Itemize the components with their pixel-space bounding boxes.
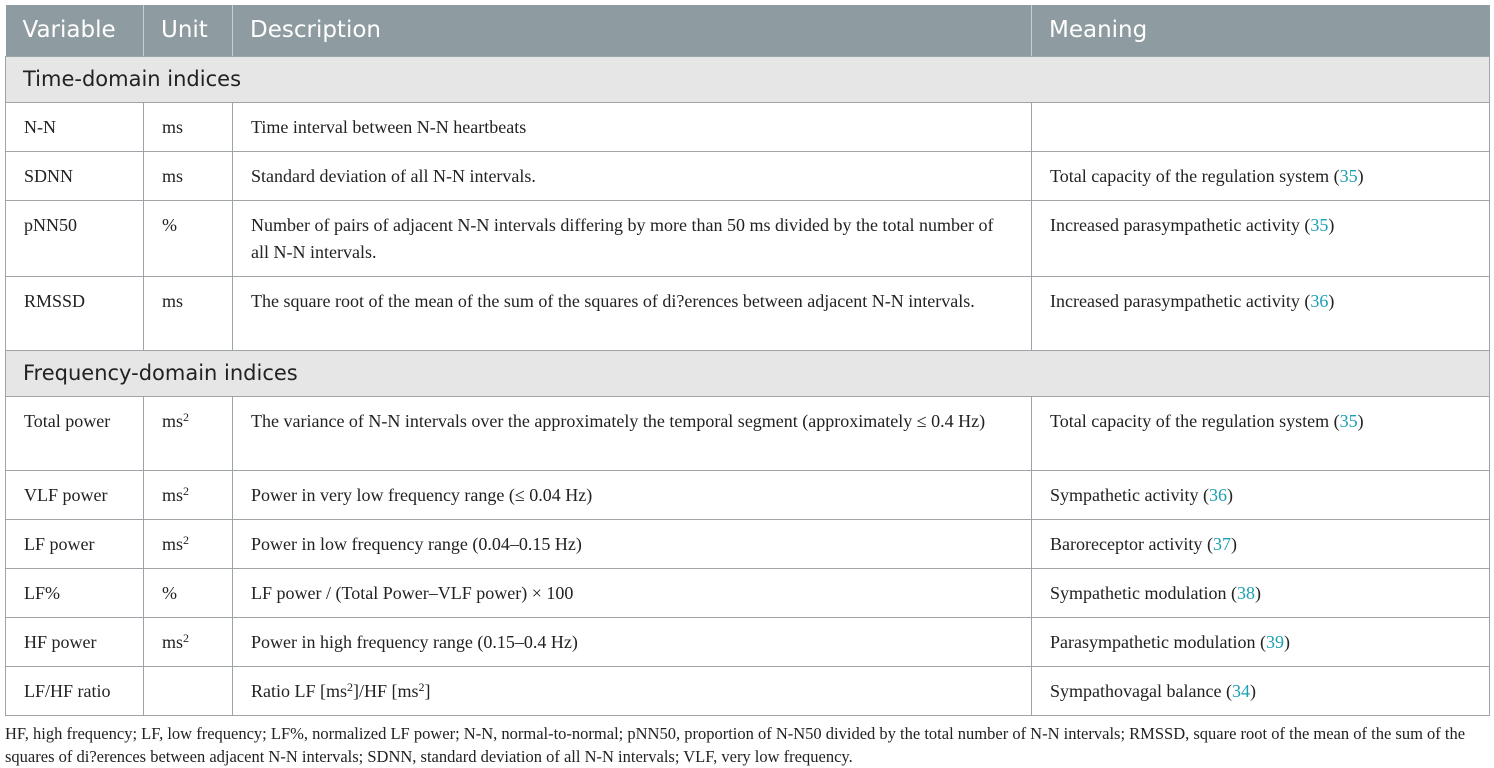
citation-link[interactable]: 38 <box>1236 582 1255 603</box>
table-footnote: HF, high frequency; LF, low frequency; LF%, normalized LF power; N-N, normal-to-normal; pNN50, proportion of N-N50 divided by the total number of N-N intervals; RMSSD, square root of the mean of the sum of the squares of di?erences between adjacent N-N intervals; SDNN, standard deviation of all N-N intervals; VLF, very low frequency. <box>5 723 1466 766</box>
description-cell: Power in high frequency range (0.15–0.4 Hz) <box>233 617 1032 666</box>
description-text: ]/HF [ms <box>353 680 419 701</box>
meaning-cell: Total capacity of the regulation system (35) <box>1032 396 1490 470</box>
meaning-cell: Baroreceptor activity (37) <box>1032 519 1490 568</box>
variable-cell: SDNN <box>6 151 144 200</box>
section-row-time-domain <box>6 56 1490 102</box>
variable-cell: HF power <box>6 617 144 666</box>
unit-superscript: 2 <box>183 483 190 498</box>
unit-text: ms <box>162 533 184 554</box>
table-row <box>6 666 1490 715</box>
description-cell: The variance of N-N intervals over the approximately the temporal segment (approximately ≤ 0.4 Hz) <box>233 396 1032 470</box>
meaning-text: Baroreceptor activity <box>1050 533 1203 554</box>
meaning-cell: Sympathetic activity (36) <box>1032 470 1490 519</box>
unit-cell: ms <box>144 102 233 151</box>
meaning-text: Total capacity of the regulation system <box>1050 410 1330 431</box>
citation-link[interactable]: 36 <box>1310 290 1329 311</box>
variable-cell: pNN50 <box>6 200 144 276</box>
table-container <box>5 5 1489 768</box>
variable-cell: LF power <box>6 519 144 568</box>
meaning-text: Increased parasympathetic activity <box>1050 214 1300 235</box>
variable-cell: VLF power <box>6 470 144 519</box>
meaning-cell: Sympathovagal balance (34) <box>1032 666 1490 715</box>
description-cell: LF power / (Total Power–VLF power) × 100 <box>233 568 1032 617</box>
variable-cell: N-N <box>6 102 144 151</box>
table-row <box>6 617 1490 666</box>
unit-superscript: 2 <box>183 409 190 424</box>
meaning-text: Total capacity of the regulation system <box>1050 165 1330 186</box>
description-cell: Standard deviation of all N-N intervals. <box>233 151 1032 200</box>
unit-text: ms <box>162 410 184 431</box>
section-title: Frequency-domain indices <box>6 350 1490 396</box>
table-row <box>6 519 1490 568</box>
description-cell <box>233 666 1032 715</box>
citation-link[interactable]: 35 <box>1339 165 1358 186</box>
table-row <box>6 396 1490 470</box>
description-text: ] <box>424 680 431 701</box>
unit-text: ms <box>162 484 184 505</box>
unit-cell <box>144 617 233 666</box>
description-cell: Number of pairs of adjacent N-N intervals differing by more than 50 ms divided by the total number of all N-N intervals. <box>233 200 1032 276</box>
meaning-cell <box>1032 102 1490 151</box>
unit-cell: ms <box>144 151 233 200</box>
unit-superscript: 2 <box>183 630 190 645</box>
meaning-text: Sympathovagal balance <box>1050 680 1222 701</box>
description-superscript: 2 <box>347 679 354 694</box>
meaning-text: Parasympathetic modulation <box>1050 631 1256 652</box>
meaning-cell: Sympathetic modulation (38) <box>1032 568 1490 617</box>
variable-cell: LF% <box>6 568 144 617</box>
meaning-cell: Parasympathetic modulation (39) <box>1032 617 1490 666</box>
description-cell: The square root of the mean of the sum of the squares of di?erences between adjacent N-N intervals. <box>233 276 1032 350</box>
header-variable: Variable <box>6 5 144 56</box>
table-row <box>6 470 1490 519</box>
variable-cell: LF/HF ratio <box>6 666 144 715</box>
unit-cell <box>144 666 233 715</box>
hrv-indices-table <box>5 5 1490 716</box>
citation-link[interactable]: 34 <box>1231 680 1250 701</box>
unit-cell: % <box>144 200 233 276</box>
citation-link[interactable]: 35 <box>1310 214 1329 235</box>
meaning-text: Sympathetic modulation <box>1050 582 1227 603</box>
citation-link[interactable]: 37 <box>1212 533 1231 554</box>
description-cell: Power in very low frequency range (≤ 0.04 Hz) <box>233 470 1032 519</box>
section-title: Time-domain indices <box>6 56 1490 102</box>
meaning-cell: Increased parasympathetic activity (35) <box>1032 200 1490 276</box>
meaning-text: Increased parasympathetic activity <box>1050 290 1300 311</box>
meaning-cell: Total capacity of the regulation system (35) <box>1032 151 1490 200</box>
description-superscript: 2 <box>418 679 425 694</box>
table-row <box>6 102 1490 151</box>
header-description: Description <box>233 5 1032 56</box>
table-row <box>6 151 1490 200</box>
description-text: Ratio LF [ms <box>251 680 348 701</box>
table-row <box>6 276 1490 350</box>
description-cell: Power in low frequency range (0.04–0.15 Hz) <box>233 519 1032 568</box>
table-row <box>6 200 1490 276</box>
table-row <box>6 568 1490 617</box>
unit-cell <box>144 519 233 568</box>
unit-superscript: 2 <box>183 532 190 547</box>
unit-cell: ms <box>144 276 233 350</box>
meaning-cell: Increased parasympathetic activity (36) <box>1032 276 1490 350</box>
meaning-text: Sympathetic activity <box>1050 484 1199 505</box>
header-meaning: Meaning <box>1032 5 1490 56</box>
unit-cell: % <box>144 568 233 617</box>
citation-link[interactable]: 35 <box>1339 410 1358 431</box>
header-row <box>6 5 1490 56</box>
citation-link[interactable]: 36 <box>1208 484 1227 505</box>
unit-cell <box>144 396 233 470</box>
variable-cell: RMSSD <box>6 276 144 350</box>
variable-cell: Total power <box>6 396 144 470</box>
unit-cell <box>144 470 233 519</box>
section-row-frequency-domain <box>6 350 1490 396</box>
citation-link[interactable]: 39 <box>1265 631 1284 652</box>
header-unit: Unit <box>144 5 233 56</box>
unit-text: ms <box>162 631 184 652</box>
description-cell: Time interval between N-N heartbeats <box>233 102 1032 151</box>
